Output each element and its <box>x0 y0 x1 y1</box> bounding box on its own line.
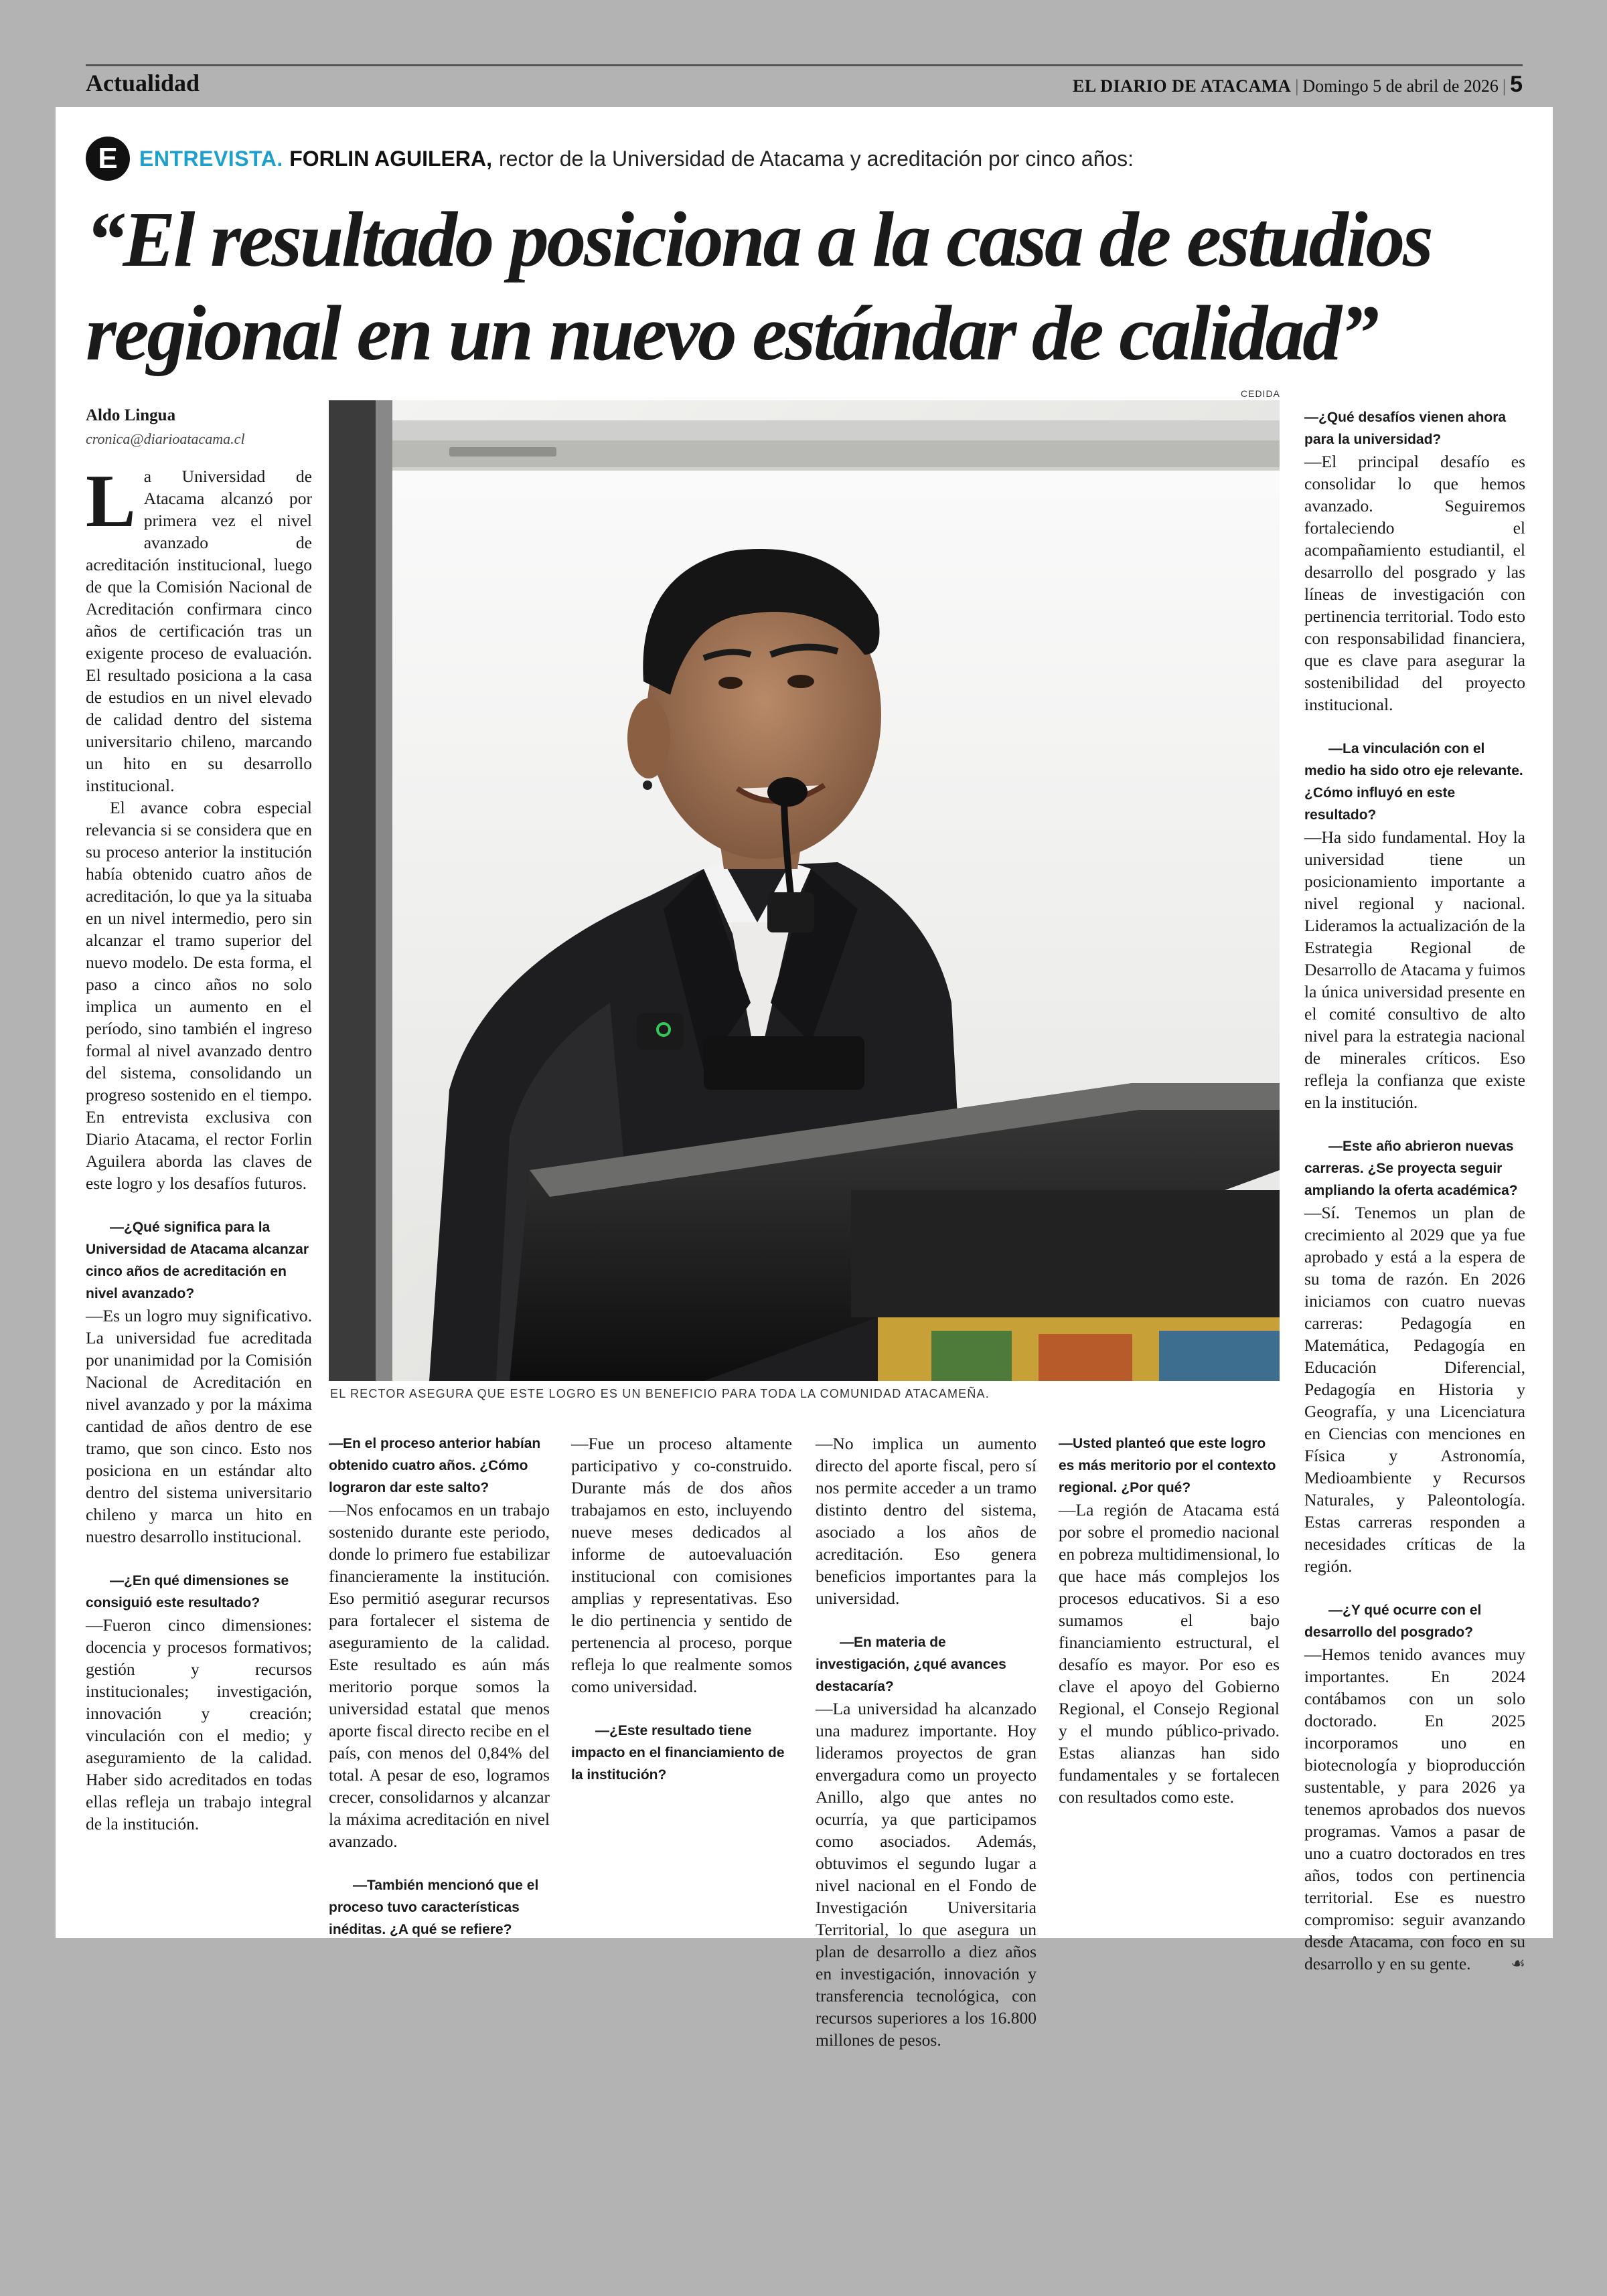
question-9: —La vinculación con el medio ha sido otro eje relevante. ¿Cómo influyó en este resultado? <box>1304 741 1523 823</box>
lead-paragraph <box>86 460 312 797</box>
article-column-1 <box>86 460 312 1835</box>
article-column-5 <box>1059 1432 1280 1808</box>
answer-7: —La región de Atacama está por sobre el promedio nacional en pobreza multidimensional, lo que hace más complejos los procesos educativos. Si a eso sumamos el bajo financiamiento estructural, el desafío es mayor. Por eso es clave el apoyo del Gobierno Regional, el Consejo Regional y el mundo público-privado. Estas alianzas han sido fundamentales y se fortalecen con resultados como este. <box>1059 1500 1280 1807</box>
answer-1: —Es un logro muy significativo. La universidad fue acreditada por unanimidad por la Comisión Nacional de Acreditación en nivel avanzado y por la máxima cantidad de años dentro de ese tramo, que son cinco. Esto nos posiciona en un estándar alto dentro del sistema universitario chileno y marca un hito en nuestro desarrollo institucional. <box>86 1306 312 1546</box>
answer-11-text: —Hemos tenido avances muy importantes. En 2024 contábamos con un solo doctorado. En 2025 incorporamos uno en biotecnología y bioproducción sustentable, y para 2026 ya tenemos aprobados dos nuevos programas. Vamos a pasar de uno a cuatro doctorados en tres años, todos con pertinencia territorial. Ese es nuestro compromiso: seguir avanzando desde Atacama, con foco en su desarrollo y en su gente. <box>1304 1645 1525 1973</box>
answer-5: —No implica un aumento directo del aporte fiscal, pero sí nos permite acceder a un tramo distinto dentro del sistema, asociado a los años de acreditación. Eso genera beneficios importantes para la universidad. <box>816 1434 1037 1608</box>
question-3: —En el proceso anterior habían obtenido cuatro años. ¿Cómo lograron dar este salto? <box>329 1436 541 1495</box>
question-11: —¿Y qué ocurre con el desarrollo del posgrado? <box>1304 1603 1482 1640</box>
masthead: EL DIARIO DE ATACAMA | Domingo 5 de abril de 2026 | 5 <box>1073 72 1523 97</box>
end-mark-icon: ☙ <box>1511 1954 1525 1973</box>
photo-caption: EL RECTOR ASEGURA QUE ESTE LOGRO ES UN BENEFICIO PARA TODA LA COMUNIDAD ATACAMEÑA. <box>330 1387 990 1400</box>
kicker <box>86 135 1134 182</box>
interview-badge-icon: E <box>86 137 130 181</box>
question-4: —También mencionó que el proceso tuvo características inéditas. ¿A qué se refiere? <box>329 1878 539 1937</box>
section-label: Actualidad <box>86 70 200 96</box>
question-10: —Este año abrieron nuevas carreras. ¿Se proyecta seguir ampliando la oferta académica? <box>1304 1139 1518 1198</box>
photo-credit: CEDIDA <box>1241 388 1280 399</box>
kicker-label: ENTREVISTA <box>139 146 277 171</box>
newspaper-page <box>56 107 1553 2050</box>
headline-line-2: regional en un nuevo estándar de calidad” <box>86 289 1377 377</box>
kicker-name: FORLIN AGUILERA, <box>289 146 492 171</box>
page-number: 5 <box>1510 72 1523 97</box>
headline <box>86 193 1532 380</box>
author-email: cronica@diarioatacama.cl <box>86 430 245 447</box>
kicker-description: rector de la Universidad de Atacama y acreditación por cinco años: <box>499 146 1134 171</box>
article-column-3 <box>571 1432 792 1786</box>
answer-6: —La universidad ha alcanzado una madurez importante. Hoy lideramos proyectos de gran envergadura como un proyecto Anillo, algo que antes no ocurría, ya que participamos como asociados. Además, obtuvimos el segundo lugar a nivel nacional en el Fondo de Investigación Universitaria Territorial, lo que asegura un plan de desarrollo a diez años en investigación, innovación y transferencia tecnológica, con recursos superiores a los 16.800 millones de pesos. <box>816 1699 1037 2050</box>
answer-9: —Ha sido fundamental. Hoy la universidad tiene un posicionamiento importante a nivel regional y nacional. Lideramos la actualización de la Estrategia Regional de Desarrollo de Atacama y fuimos la única universidad presente en el comité consultivo de alto nivel para la estrategia nacional de minerales críticos. Eso refleja la confianza que existe en la institución. <box>1304 827 1525 1112</box>
kicker-dot: . <box>277 146 283 171</box>
answer-8: —El principal desafío es consolidar lo que hemos avanzado. Seguiremos fortaleciendo el acompañamiento estudiantil, el desarrollo del posgrado y las líneas de investigación con pertinencia territorial. Todo esto con responsabilidad financiera, que es clave para asegurar la sostenibilidad del proyecto institucional. <box>1304 452 1525 714</box>
page-header <box>86 64 1523 98</box>
question-5: —¿Este resultado tiene impacto en el financiamiento de la institución? <box>571 1723 785 1783</box>
byline <box>86 406 307 448</box>
answer-2: —Fueron cinco dimensiones: docencia y procesos formativos; gestión y recursos institucionales; investigación, innovación y creación; vinculación con el medio; y aseguramiento de la calidad. Haber sido acreditados en todas ellas refleja un trabajo integral de la institución. <box>86 1615 312 1833</box>
lead-text: a Universidad de Atacama alcanzó por primera vez el nivel avanzado de acreditación institucional, luego de que la Comisión Nacional de Acreditación confirmara cinco años de certificación tras un exigente proceso de evaluación. El resultado posiciona a la casa de estudios en un nivel elevado de calidad dentro del sistema universitario chileno, marcando un hito en su desarrollo institucional. <box>86 467 312 795</box>
headline-line-1: “El resultado posiciona a la casa de estudios <box>86 195 1432 283</box>
lead-paragraph-2: El avance cobra especial relevancia si se considera que en su proceso anterior la institución había obtenido cuatro años de acreditación, lo que ya la situaba en un nivel intermedio, pero sin alcanzar el tramo superior del nuevo modelo. De esta forma, el paso a cinco años no solo implica un aumento en el período, sino también el ingreso formal al nivel avanzado dentro del sistema, consolidando un progreso sostenido en el tiempo. En entrevista exclusiva con Diario Atacama, el rector Forlin Aguilera aborda las claves de este logro y los desafíos futuros. <box>86 798 312 1193</box>
question-7: —Usted planteó que este logro es más meritorio por el contexto regional. ¿Por qué? <box>1059 1436 1276 1495</box>
issue-date: Domingo 5 de abril de 2026 <box>1302 76 1499 96</box>
author-name: Aldo Lingua <box>86 406 176 424</box>
article-column-2 <box>329 1432 550 1941</box>
rector-photo <box>329 400 1280 1381</box>
question-8: —¿Qué desafíos vienen ahora para la universidad? <box>1304 410 1507 447</box>
question-2: —¿En qué dimensiones se consiguió este resultado? <box>86 1573 289 1611</box>
article-column-6 <box>1304 406 1525 1975</box>
article-column-4 <box>816 1432 1037 2051</box>
answer-10: —Sí. Tenemos un plan de crecimiento al 2029 que ya fue aprobado y está a la espera de su toma de razón. En 2026 iniciamos con cuatro nuevas carreras: Pedagogía en Matemática, Pedagogía en Educación Diferencial, Pedagogía en Historia y Geografía, y una Licenciatura en Ciencias con menciones en Física y Astronomía, Medioambiente y Recursos Naturales, y Paleontología. Estas carreras responden a necesidades críticas de la región. <box>1304 1203 1525 1576</box>
answer-3: —Nos enfocamos en un trabajo sostenido durante este periodo, donde lo primero fue estabilizar financieramente la institución. Eso permitió asegurar recursos para fortalecer el sistema de aseguramiento de la calidad. Este resultado es aún más meritorio porque somos la universidad estatal que menos aporte fiscal directo recibe en el país, con menos del 0,84% del total. A pesar de eso, logramos crecer, consolidarnos y alcanzar la máxima acreditación en nivel avanzado. <box>329 1500 550 1851</box>
question-1: —¿Qué significa para la Universidad de Atacama alcanzar cinco años de acreditación en nivel avanzado? <box>86 1220 309 1301</box>
drop-cap: L <box>86 460 136 543</box>
answer-11 <box>1304 1643 1525 1975</box>
newspaper-name: EL DIARIO DE ATACAMA <box>1073 76 1292 96</box>
answer-4: —Fue un proceso altamente participativo y co-construido. Durante más de dos años trabajamos en esto, incluyendo nueve meses dedicados al informe de autoevaluación institucional con comisiones amplias y representativas. Eso le dio pertinencia y sentido de pertenencia al proceso, porque refleja lo que realmente somos como universidad. <box>571 1434 792 1696</box>
question-6: —En materia de investigación, ¿qué avances destacaría? <box>816 1635 1006 1694</box>
